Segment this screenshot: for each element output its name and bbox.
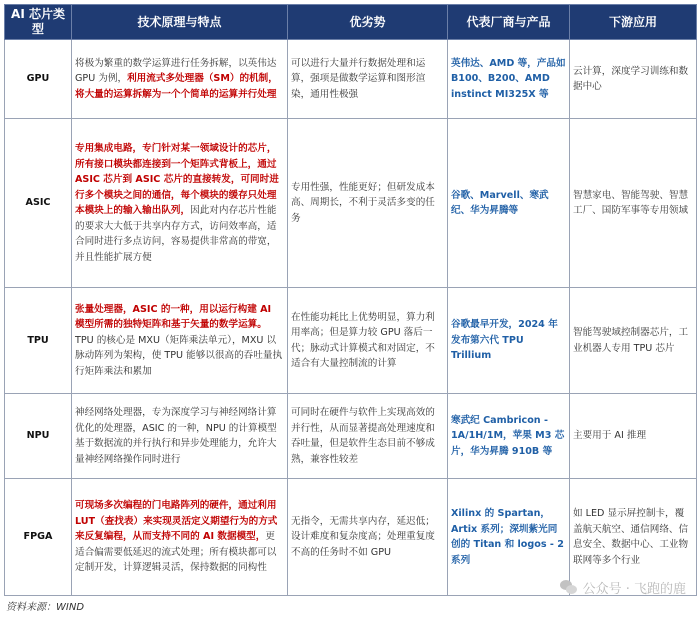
principle-text-segment: 可现场多次编程的门电路阵列的硬件，通过利用 LUT（查找表）来实现灵活定义期望行为的方式来反复编程，从而支持不同的 AI 数据模型， [75,500,278,543]
table-body [5,40,697,596]
table-row [5,288,697,394]
principle-cell [72,479,288,596]
source-note: 资料来源：WIND [6,602,85,613]
header-vendors: 代表厂商与产品 [448,5,570,40]
vendor-text-segment: 谷歌最早开发，2024 年发布第六代 TPU Trillium [451,319,558,362]
principle-cell [72,288,288,394]
table-header-row [5,5,697,40]
header-pros-cons: 优劣势 [288,5,448,40]
ai-chip-comparison-table [4,4,697,596]
vendors-cell [448,479,570,596]
applications-cell: 主要用于 AI 推理 [570,394,697,479]
vendor-text-segment: 寒武纪 Cambricon - 1A/1H/1M，苹果 M3 芯片，华为昇腾 910B 等 [451,414,565,457]
principle-text-segment: 利用流式多处理器（SM）的机制，将大量的运算拆解为一个个简单的运算并行处理 [75,73,278,100]
vendor-text-segment: Xilinx 的 Spartan，Artix 系列；深圳紫光同创的 Titan 和 logos - 2 系列 [451,508,564,566]
chip-type-cell: NPU [5,394,72,479]
principle-text-segment: 神经网络处理器，专为深度学习与神经网络计算优化的处理器，ASIC 的一种，NPU 的计算模型基于数据流的并行执行和异步处理能力，允许大量神经网络操作同时进行 [75,407,277,465]
vendors-cell [448,288,570,394]
pros-cons-cell: 可同时在硬件与软件上实现高效的并行性，从而显著提高处理速度和吞吐量，但是软件生态目前不够成熟，兼容性较差 [288,394,448,479]
wechat-icon [560,580,578,595]
principle-text-segment: TPU 的核心是 MXU（矩阵乘法单元），MXU 以脉动阵列为架构，使 TPU 能够以很高的吞吐量执行矩阵乘法和累加 [75,334,283,377]
applications-cell: 智慧家电、智能驾驶、智慧工厂、国防军事等专用领域 [570,119,697,288]
watermark [560,578,686,597]
principle-cell [72,394,288,479]
applications-cell: 云计算，深度学习训练和数据中心 [570,40,697,119]
applications-cell: 如 LED 显示屏控制卡，覆盖航天航空、通信网络、信息安全、数据中心、工业物联网等多个行业 [570,479,697,596]
header-principle: 技术原理与特点 [72,5,288,40]
pros-cons-cell: 无指令，无需共享内存，延迟低；设计难度和复杂度高；处理重复度不高的任务时不如 GPU [288,479,448,596]
header-applications: 下游应用 [570,5,697,40]
vendor-text-segment: 英伟达、AMD 等，产品如 B100、B200、AMD instinct MI325X 等 [451,57,566,100]
header-chip-type: AI 芯片类型 [5,5,72,40]
vendor-text-segment: 谷歌、Marvell、寒武纪、华为昇腾等 [451,189,549,216]
principle-cell [72,119,288,288]
chip-type-cell: FPGA [5,479,72,596]
chip-type-cell: TPU [5,288,72,394]
vendors-cell [448,119,570,288]
principle-text-segment: 将极为繁重的数学运算进行任务拆解，以英伟达 GPU 为例， [75,57,277,85]
chip-type-cell: ASIC [5,119,72,288]
pros-cons-cell: 可以进行大量并行数据处理和运算，强项是做数学运算和图形渲染，通用性极强 [288,40,448,119]
principle-cell [72,40,288,119]
principle-text-segment: 因此对内存芯片性能的要求大大低于共享内存方式，访问效率高，适合同时进行多点访问，容易提供非常高的带宽，并且性能扩展方便 [75,205,277,263]
vendors-cell [448,394,570,479]
table-row [5,119,697,288]
pros-cons-cell: 在性能功耗比上优势明显，算力利用率高；但是算力较 GPU 落后一代；脉动式计算模式和对固定，不适合有大量控制流的计算 [288,288,448,394]
principle-text-segment: 张量处理器，ASIC 的一种，用以运行构建 AI 模型所需的独特矩阵和基于矢量的数学运算。 [75,303,272,331]
applications-cell: 智能驾驶域控制器芯片，工业机器人专用 TPU 芯片 [570,288,697,394]
chip-type-cell: GPU [5,40,72,119]
watermark-text: 公众号 · 飞跑的鹿 [582,582,686,597]
principle-text-segment: 专用集成电路，专门针对某一领域设计的芯片，所有接口模块都连接到一个矩阵式背板上，通过 ASIC 芯片到 ASIC 芯片的直接转发，可同时进行多个模块之间的通信，每个模块的缓存只处理本模块上的输入输出队列， [75,143,279,216]
table-row [5,40,697,119]
table-row [5,394,697,479]
pros-cons-cell: 专用性强，性能更好；但研发成本高、周期长，不利于灵活多变的任务 [288,119,448,288]
vendors-cell [448,40,570,119]
principle-text-segment: 更适合偏需要低延迟的流式处理；所有模块都可以定制开发，计算逻辑灵活，保持数据的同构性 [75,531,277,574]
